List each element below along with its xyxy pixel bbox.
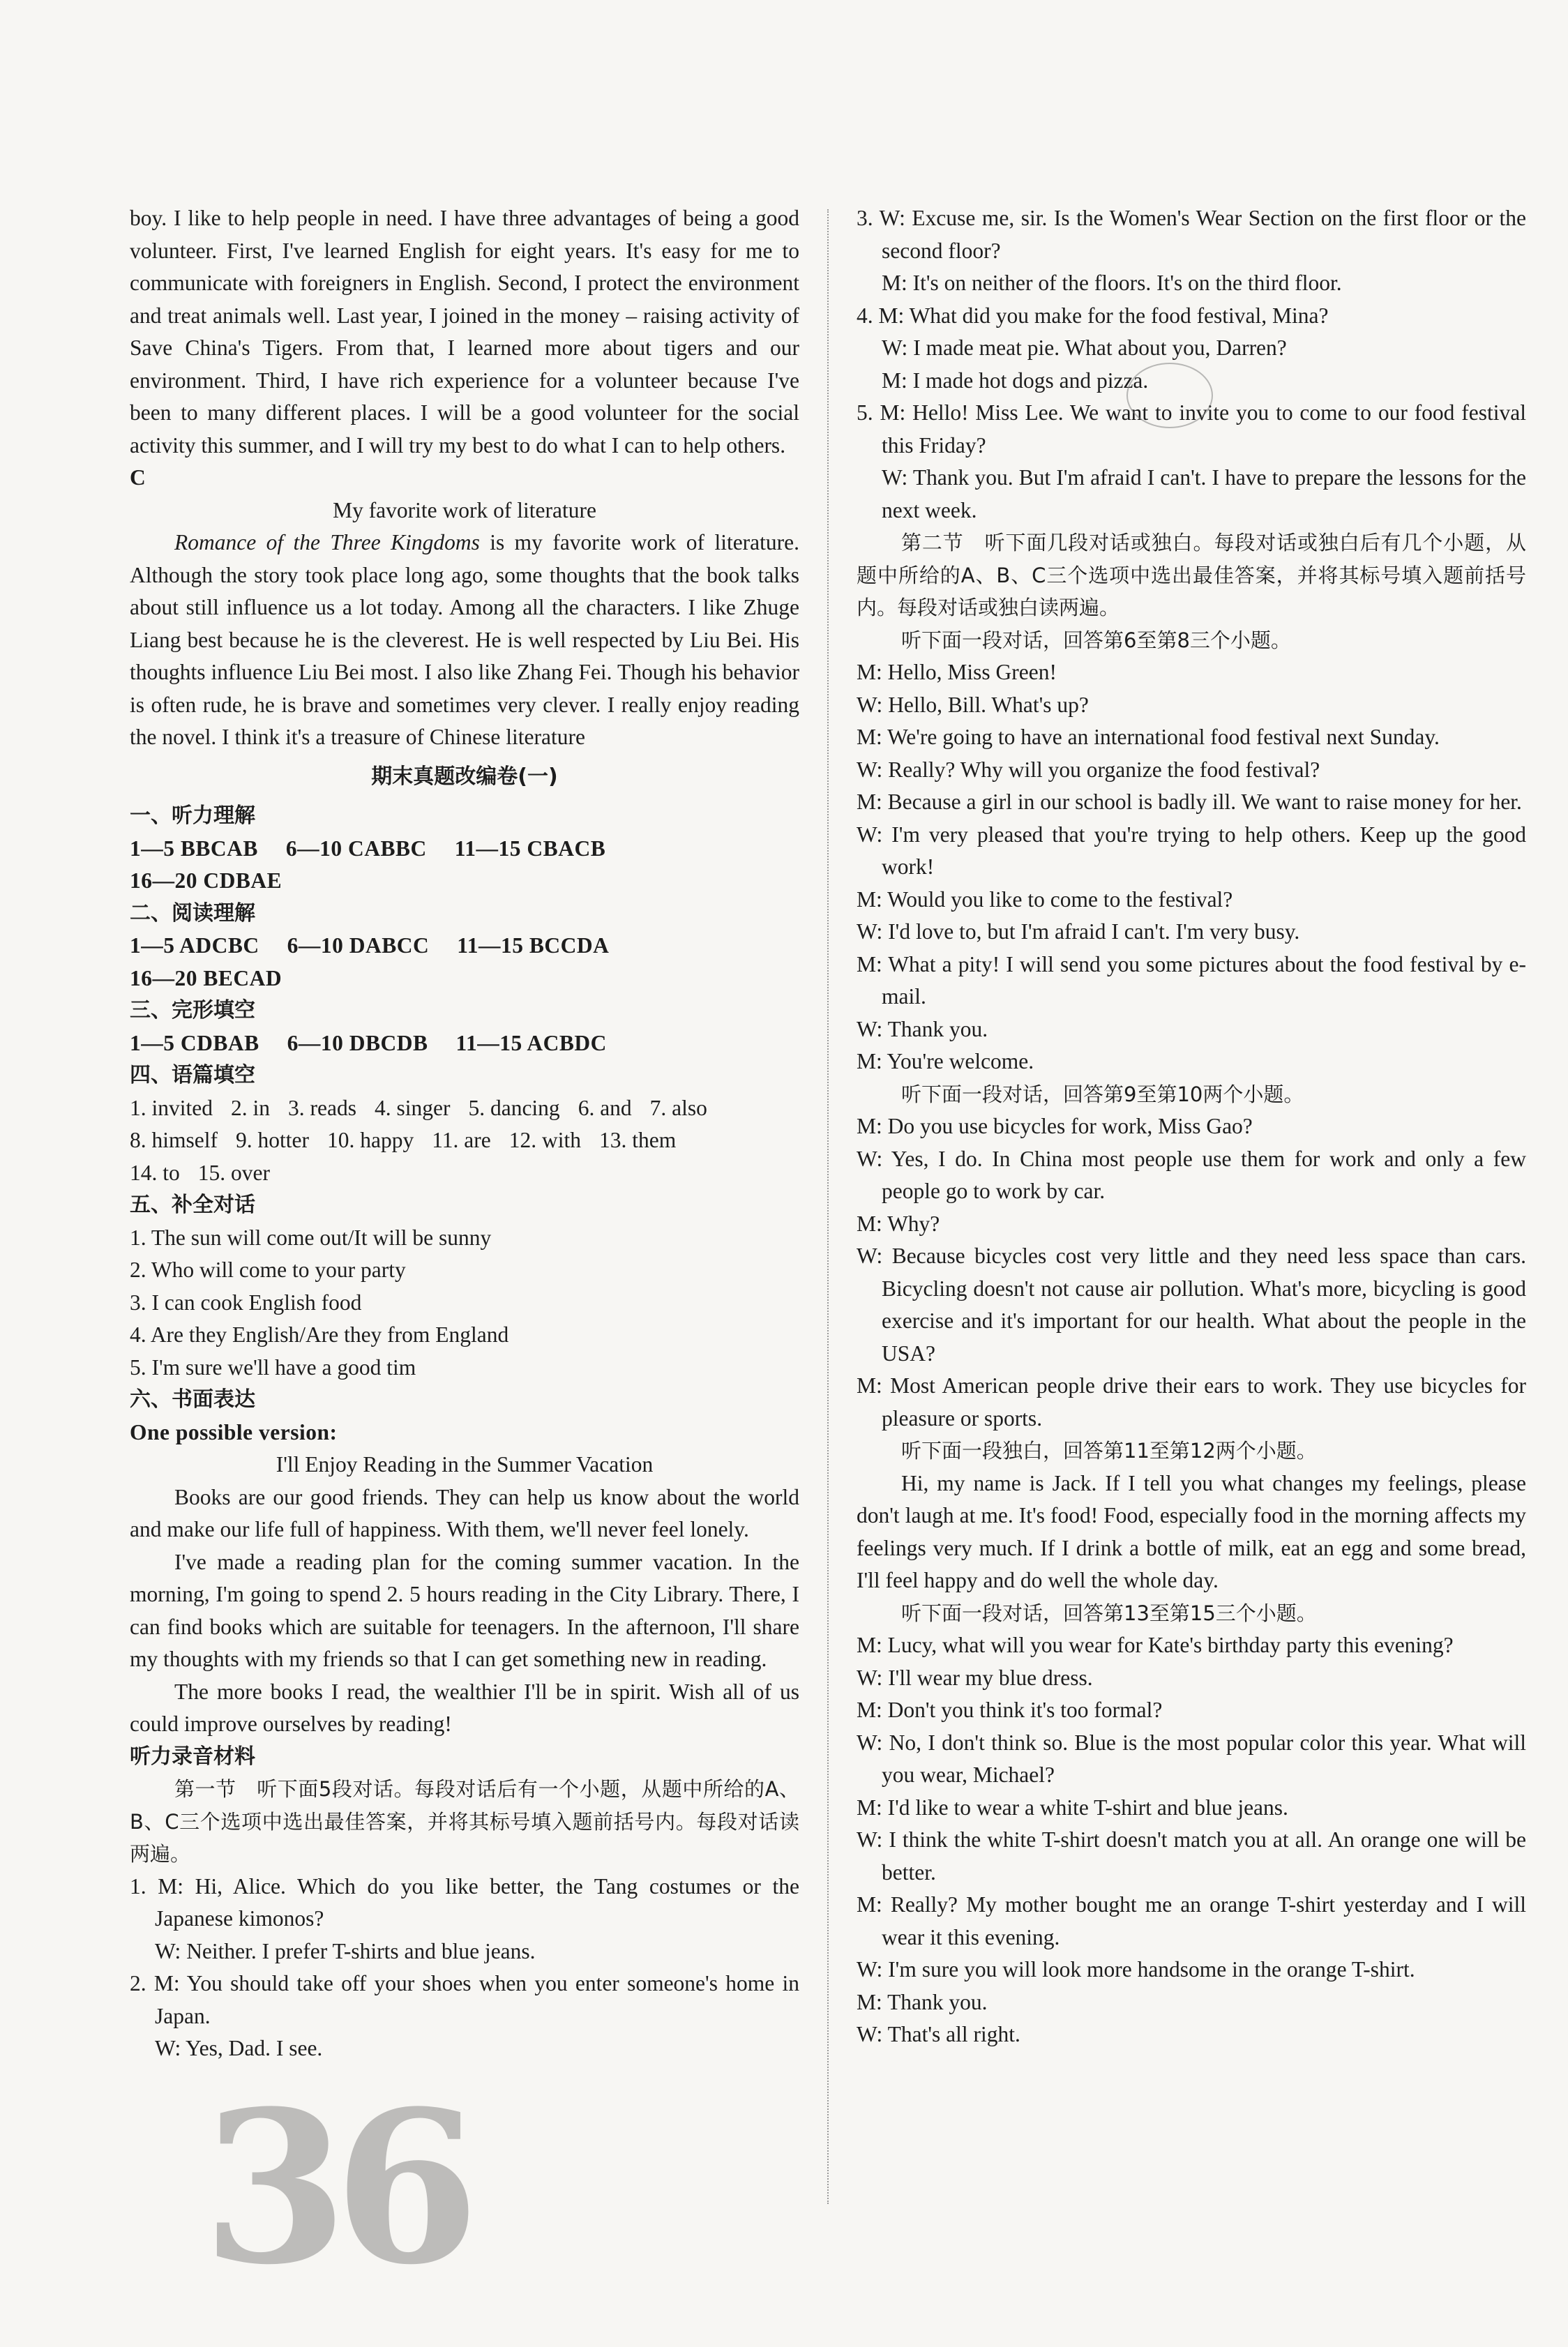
question-intro: 听下面一段对话，回答第6至第8三个小题。 xyxy=(901,628,1291,652)
fill-item: 13. them xyxy=(599,1128,677,1152)
answer-group: 11—15 BCCDA xyxy=(457,933,610,958)
question-intro: 听下面一段独白，回答第11至第12两个小题。 xyxy=(901,1439,1317,1463)
dialogue-answer: 5. I'm sure we'll have a good tim xyxy=(130,1354,416,1380)
book-title: Romance of the Three Kingdoms xyxy=(174,530,480,554)
dialogue-line: M: It's on neither of the floors. It's on the third floor. xyxy=(882,271,1342,295)
dialogue-line: 1. M: Hi, Alice. Which do you like better, the Tang costumes or the Japanese kimonos? xyxy=(130,1873,799,1931)
fill-item: 12. with xyxy=(508,1128,582,1152)
dialogue-line: 4. M: What did you make for the food festival, Mina? xyxy=(857,303,1329,328)
fill-item: 10. happy xyxy=(326,1128,414,1152)
answer-group: 6—10 DABCC xyxy=(287,933,430,958)
dialogue-line: W: Yes, I do. In China most people use them for work and only a few people go to work by car. xyxy=(857,1146,1526,1203)
listening-answers-2: 16—20 CDBAE xyxy=(130,868,282,893)
dialogue-line: M: Why? xyxy=(857,1211,940,1236)
dialogue-line: M: Most American people drive their ears to work. They use bicycles for pleasure or sports. xyxy=(857,1373,1526,1431)
fill-item: 15. over xyxy=(197,1160,270,1185)
dialogue-line: M: Because a girl in our school is badly ill. We want to raise money for her. xyxy=(857,790,1522,814)
dialogue-answer: 4. Are they English/Are they from England xyxy=(130,1322,509,1347)
fill-item: 14. to xyxy=(130,1160,180,1185)
dialogue-line: W: I made meat pie. What about you, Darren? xyxy=(882,335,1287,360)
passage-c-body xyxy=(130,527,799,754)
dialogue-line: M: Thank you. xyxy=(857,1989,988,2014)
dialogue-line: M: Hello, Miss Green! xyxy=(857,660,1057,684)
section-writing-heading: 六、书面表达 xyxy=(130,1387,255,1412)
essay-paragraph: I've made a reading plan for the coming summer vacation. In the morning, I'm going to spend 2. 5 hours reading in the City Library. There, I can find books which are suitable for teenagers. In the afternoon, I'll share my thoughts with my friends so that I can get something new in reading. xyxy=(130,1549,799,1671)
reading-answers xyxy=(130,930,799,963)
fill-item: 1. invited xyxy=(130,1095,213,1120)
section-cloze-heading: 三、完形填空 xyxy=(130,998,255,1022)
passage-c-text: is my favorite work of literature. Although the story took place long ago, some thoughts that the book talks about still influence us a lot today. Among all the characters. I like Zhuge Liang best because he is the cleverest. He is well respected by Liu Bei. His thoughts influence Liu Bei most. I also like Zhang Fei. Though his behavior is often rude, he is brave and sometimes very clever. I really enjoy reading the novel. I think it's a treasure of Chinese literature xyxy=(130,530,799,749)
dialogue-line: W: I'm sure you will look more handsome in the orange T-shirt. xyxy=(857,1957,1415,1982)
dialogue-line: W: I'm very pleased that you're trying to help others. Keep up the good work! xyxy=(857,822,1526,879)
dialogue-answer: 2. Who will come to your party xyxy=(130,1258,406,1282)
section-listening-heading: 一、听力理解 xyxy=(130,803,255,828)
cloze-answers xyxy=(130,1027,799,1060)
dialogue-line: W: Thank you. But I'm afraid I can't. I have to prepare the lessons for the next week. xyxy=(882,465,1526,522)
dialogue-line: W: No, I don't think so. Blue is the most popular color this year. What will you wear, Michael? xyxy=(857,1730,1526,1787)
dialogue-line: M: Really? My mother bought me an orange T-shirt yesterday and I will wear it this evening. xyxy=(857,1892,1526,1949)
dialogue-line: M: Would you like to come to the festival? xyxy=(857,886,1233,912)
fill-item: 8. himself xyxy=(130,1128,218,1152)
version-label: One possible version: xyxy=(130,1419,338,1444)
dialogue-line: M: Do you use bicycles for work, Miss Gao? xyxy=(857,1114,1253,1138)
script-heading: 听力录音材料 xyxy=(130,1744,255,1769)
answer-group: 11—15 ACBDC xyxy=(455,1030,607,1055)
answer-group: 6—10 CABBC xyxy=(285,836,427,861)
answer-group: 1—5 BBCAB xyxy=(130,836,258,861)
section-gap-fill-heading: 四、语篇填空 xyxy=(130,1063,255,1087)
faint-stamp xyxy=(1126,363,1213,428)
dialogue-line: 5. M: Hello! Miss Lee. We want to invite you to come to our food festival this Friday? xyxy=(857,400,1526,458)
section-c-label: C xyxy=(130,465,146,490)
page-number: 36 xyxy=(202,2065,466,2311)
answer-group: 6—10 DBCDB xyxy=(287,1030,428,1055)
right-column xyxy=(857,202,1526,2051)
dialogue-line: W: Really? Why will you organize the food festival? xyxy=(857,757,1320,782)
dialogue-line: M: You're welcome. xyxy=(857,1049,1034,1073)
dialogue-line: W: Yes, Dad. I see. xyxy=(155,2036,323,2060)
dialogue-line: M: We're going to have an international food festival next Sunday. xyxy=(857,725,1440,749)
dialogue-line: M: Don't you think it's too formal? xyxy=(857,1698,1163,1722)
reading-answers-2: 16—20 BECAD xyxy=(130,965,282,990)
dialogue-line: W: That's all right. xyxy=(857,2022,1020,2046)
column-divider xyxy=(827,209,829,2204)
dialogue-line: M: I made hot dogs and pizza. xyxy=(882,368,1149,393)
dialogue-line: W: I'd love to, but I'm afraid I can't. I'm very busy. xyxy=(857,919,1300,944)
dialogue-line: W: Because bicycles cost very little and they need less space than cars. Bicycling doesn't not cause air pollution. What's more, bicycling is good exercise and it's important for our health. What about the people in the USA? xyxy=(857,1244,1526,1366)
dialogue-line: 2. M: You should take off your shoes when you enter someone's home in Japan. xyxy=(130,1971,799,2028)
dialogue-line: 3. W: Excuse me, sir. Is the Women's Wear Section on the first floor or the second floor? xyxy=(857,206,1526,263)
fill-item: 7. also xyxy=(649,1095,707,1120)
dialogue-answer: 3. I can cook English food xyxy=(130,1290,362,1315)
left-column xyxy=(130,202,799,2065)
listening-answers xyxy=(130,833,799,866)
part2-intro: 第二节 听下面几段对话或独白。每段对话或独白后有几个小题，从题中所给的A、B、C三个选项中选出最佳答案，并将其标号填入题前括号内。每段对话或独白读两遍。 xyxy=(857,531,1526,619)
passage-b-ending: boy. I like to help people in need. I have three advantages of being a good volunteer. First, I've learned English for eight years. It's easy for me to communicate with foreigners in English. Second, I protect the environment and treat animals well. Last year, I joined in the money – raising activity of Save China's Tigers. From that, I learned more about tigers and our environment. Third, I have rich experience for a volunteer because I've been to many different places. I will be a good volunteer for the social activity this summer, and I will try my best to do what I can to help others. xyxy=(130,206,799,458)
answer-group: 1—5 CDBAB xyxy=(130,1030,259,1055)
essay-paragraph: Books are our good friends. They can help us know about the world and make our life full of happiness. With them, we'll never feel lonely. xyxy=(130,1484,799,1541)
fill-item: 3. reads xyxy=(288,1095,356,1120)
fill-item: 11. are xyxy=(432,1128,491,1152)
dialogue-line: W: Hello, Bill. What's up? xyxy=(857,692,1089,717)
dialogue-line: W: I think the white T-shirt doesn't match you at all. An orange one will be better. xyxy=(857,1827,1526,1885)
part1-intro: 第一节 听下面5段对话。每段对话后有一个小题，从题中所给的A、B、C三个选项中选出最佳答案，并将其标号填入题前括号内。每段对话读两遍。 xyxy=(130,1777,799,1866)
section-reading-heading: 二、阅读理解 xyxy=(130,900,255,926)
dialogue-line: M: I'd like to wear a white T-shirt and blue jeans. xyxy=(857,1795,1288,1820)
essay-paragraph: The more books I read, the wealthier I'll be in spirit. Wish all of us could improve ourselves by reading! xyxy=(130,1679,799,1736)
answer-group: 11—15 CBACB xyxy=(454,836,606,861)
question-intro: 听下面一段对话，回答第9至第10两个小题。 xyxy=(901,1082,1304,1106)
passage-c-title: My favorite work of literature xyxy=(333,497,596,522)
dialogue-line: M: Lucy, what will you wear for Kate's birthday party this evening? xyxy=(857,1633,1454,1657)
gap-fill-answers xyxy=(130,1092,799,1190)
fill-item: 2. in xyxy=(231,1095,271,1120)
fill-item: 9. hotter xyxy=(236,1128,309,1152)
essay-title: I'll Enjoy Reading in the Summer Vacation xyxy=(276,1452,654,1477)
question-intro: 听下面一段对话，回答第13至第15三个小题。 xyxy=(901,1601,1317,1625)
answer-group: 1—5 ADCBC xyxy=(130,933,259,958)
exam-title: 期末真题改编卷(一) xyxy=(371,764,558,789)
monologue: Hi, my name is Jack. If I tell you what changes my feelings, please don't laugh at me. It's food! Food, especially food in the morning affects my feelings very much. If I drink a bottle of milk, eat an egg and some bread, I'll feel happy and do well the whole day. xyxy=(857,1470,1526,1592)
dialogue-answer: 1. The sun will come out/It will be sunny xyxy=(130,1225,492,1250)
dialogue-line: M: What a pity! I will send you some pictures about the food festival by e-mail. xyxy=(857,951,1526,1009)
dialogue-line: W: I'll wear my blue dress. xyxy=(857,1665,1093,1690)
fill-item: 6. and xyxy=(578,1095,632,1120)
dialogue-line: W: Thank you. xyxy=(857,1016,988,1041)
fill-item: 5. dancing xyxy=(468,1095,560,1120)
section-dialogue-heading: 五、补全对话 xyxy=(130,1193,255,1217)
dialogue-line: W: Neither. I prefer T-shirts and blue jeans. xyxy=(155,1938,536,1963)
fill-item: 4. singer xyxy=(374,1095,451,1120)
